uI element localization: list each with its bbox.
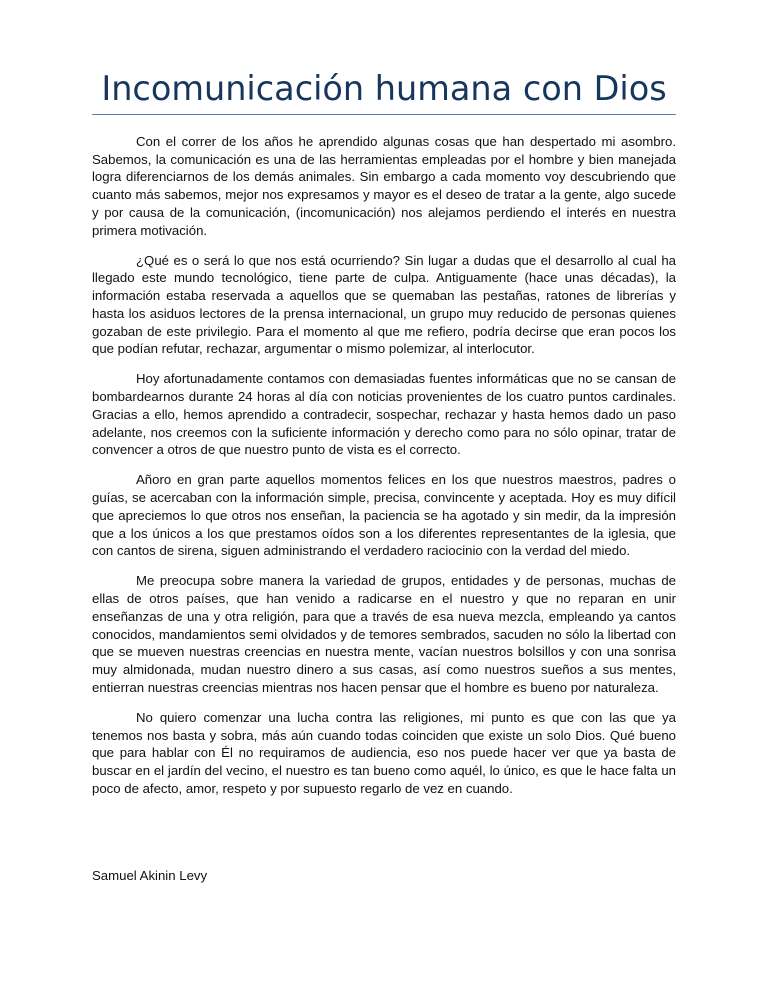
paragraph-2: ¿Qué es o será lo que nos está ocurriendo? Sin lugar a dudas que el desarrollo al cual ha llegado este mundo tecnológico, tiene parte de culpa. Antiguamente (hace unas décadas), la información estaba reservada a aquellos que se quemaban las pestañas, ratones de librerías y hasta los asiduos lectores de la prensa internacional, un grupo muy reducido de personas quienes gozaban de este privilegio. Para el momento al que me refiero, podría decirse que eran pocos los que podían refutar, rechazar, argumentar o mismo polemizar, al interlocutor. — [92, 252, 676, 357]
paragraph-3: Hoy afortunadamente contamos con demasiadas fuentes informáticas que no se cansan de bombardearnos durante 24 horas al día con noticias provenientes de los cuatro puntos cardinales. Gracias a ello, hemos aprendido a contradecir, sospechar, rechazar y hasta hemos dado un paso adelante, nos creemos con la suficiente información y derecho como para no sólo opinar, tratar de convencer a otros de que nuestro punto de vista es el correcto. — [92, 371, 676, 458]
document-title: Incomunicación humana con Dios — [101, 69, 667, 108]
author-signature: Samuel Akinin Levy — [92, 868, 208, 883]
paragraph-1: Con el correr de los años he aprendido algunas cosas que han despertado mi asombro. Sabemos, la comunicación es una de las herramientas empleadas por el hombre y bien manejada logra diferenciarnos de los demás animales. Sin embargo a cada momento voy descubriendo que cuanto más sabemos, mejor nos expresamos y mayor es el deseo de tratar a la gente, algo sucede y por causa de la comunicación, (incomunicación) nos alejamos perdiendo el interés en nuestra primera motivación. — [92, 134, 676, 238]
paragraph-5: Me preocupa sobre manera la variedad de grupos, entidades y de personas, muchas de ellas de otros países, que han venido a radicarse en el nuestro y que no reparan en unir enseñanzas de una y otra religión, para que a través de esa nueva mezcla, empleando ya cantos conocidos, mandamientos semi olvidados y de temores sembrados, sacuden no sólo la libertad con que se mueven nuestras creencias en nuestra mente, vacían nuestros bolsillos y con una sonrisa muy almidonada, mudan nuestro dinero a sus casas, así como nuestros sueños a sus mentes, entierran nuestras creencias mientras nos hacen pensar que el hombre es bueno por naturaleza. — [92, 573, 676, 695]
document-body — [92, 133, 676, 810]
paragraph-6: No quiero comenzar una lucha contra las religiones, mi punto es que con las que ya tenemos nos basta y sobra, más aún cuando todas coinciden que existe un solo Dios. Qué bueno que para hablar con Él no requiramos de audiencia, eso nos puede hacer ver que ya basta de buscar en el jardín del vecino, el nuestro es tan bueno como aquél, lo único, es que le hace falta un poco de afecto, amor, respeto y por supuesto regarlo de vez en cuando. — [92, 709, 676, 796]
title-divider — [92, 114, 676, 115]
paragraph-4: Añoro en gran parte aquellos momentos felices en los que nuestros maestros, padres o guías, se acercaban con la información simple, precisa, convincente y aceptada. Hoy es muy difícil que apreciemos lo que otros nos enseñan, la paciencia se ha agotado y sin medir, da la impresión que a los únicos a los que prestamos oídos son a los diferentes representantes de la iglesia, que con cantos de sirena, siguen administrando el verdadero raciocinio con la verdad del miedo. — [92, 472, 676, 559]
